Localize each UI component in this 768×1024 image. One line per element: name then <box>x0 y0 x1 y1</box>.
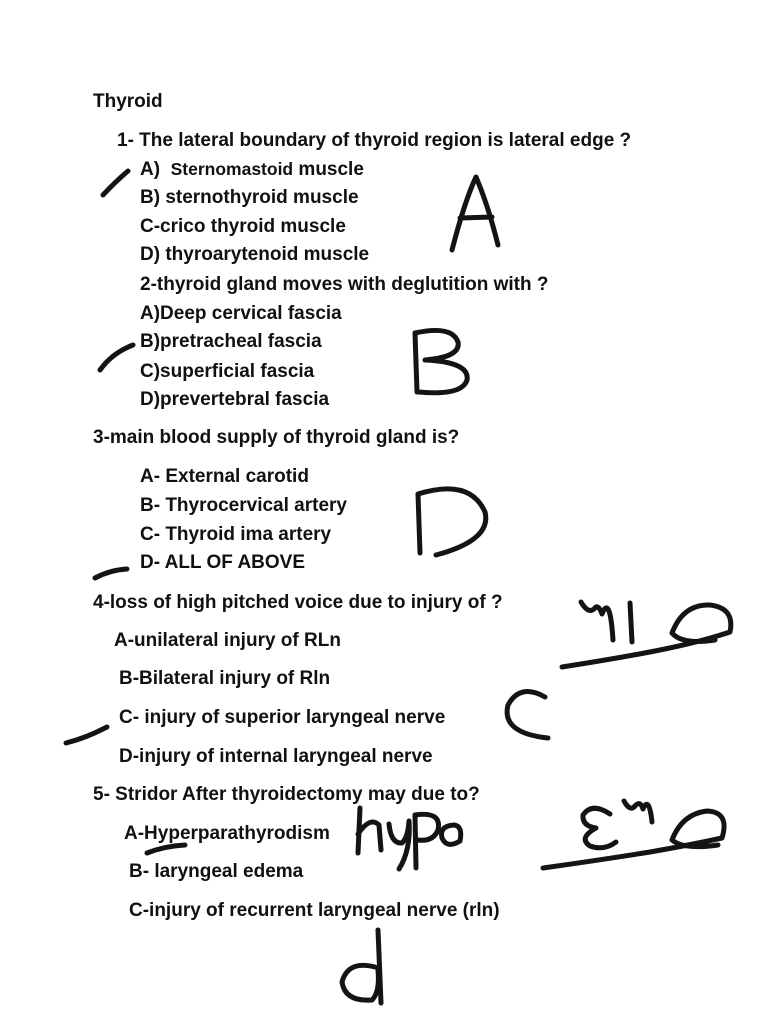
question-1-stem: 1- The lateral boundary of thyroid region is lateral edge ? <box>117 130 632 151</box>
question-4-option-c: C- injury of superior laryngeal nerve <box>119 707 446 728</box>
question-1-option-a <box>140 160 364 179</box>
question-5-stem: 5- Stridor After thyroidectomy may due to? <box>93 784 480 805</box>
page-title: Thyroid <box>93 91 163 112</box>
question-2-option-c: C)superficial fascia <box>140 361 315 382</box>
answer-tick-q3 <box>95 569 127 578</box>
question-1-option-d: D) thyroarytenoid muscle <box>140 244 370 265</box>
answer-tick-q4 <box>66 727 107 743</box>
question-1-option-c: C-crico thyroid muscle <box>140 216 346 237</box>
question-4-option-d: D-injury of internal laryngeal nerve <box>119 746 433 767</box>
question-5-option-b: B- laryngeal edema <box>129 861 304 882</box>
question-3-option-a: A- External carotid <box>140 466 309 487</box>
question-4-stem: 4-loss of high pitched voice due to injury of ? <box>93 592 503 613</box>
option-suffix: muscle <box>293 159 364 180</box>
question-5-option-c: C-injury of recurrent laryngeal nerve (rln) <box>129 900 500 921</box>
answer-tick-q1 <box>103 171 128 195</box>
question-5-option-a: A-Hyperparathyrodism <box>124 823 330 844</box>
handwritten-answer-d <box>418 489 486 555</box>
question-3-option-d: D- ALL OF ABOVE <box>140 552 306 573</box>
handwritten-page-note-q5 <box>543 801 724 868</box>
question-1-option-b: B) sternothyroid muscle <box>140 187 359 208</box>
handwritten-page-note-q4 <box>562 602 731 667</box>
handwritten-hypo-note <box>358 808 461 869</box>
question-2-option-d: D)prevertebral fascia <box>140 389 330 410</box>
question-4-option-b: B-Bilateral injury of Rln <box>119 668 331 689</box>
answer-tick-q2 <box>100 345 133 370</box>
question-3-option-b: B- Thyrocervical artery <box>140 495 347 516</box>
handwritten-answer-a <box>452 177 498 250</box>
question-3-option-c: C- Thyroid ima artery <box>140 524 332 545</box>
option-prefix: A) <box>140 159 171 180</box>
handwritten-answer-c <box>507 692 548 738</box>
question-3-stem: 3-main blood supply of thyroid gland is? <box>93 427 460 448</box>
question-2-stem: 2-thyroid gland moves with deglutition with ? <box>140 274 549 295</box>
handwritten-answer-d-lower <box>342 930 381 1003</box>
question-2-option-b: B)pretracheal fascia <box>140 331 322 352</box>
answer-tick-q5 <box>147 845 185 853</box>
option-term: Sternomastoid <box>170 159 294 179</box>
handwritten-answer-b <box>415 330 467 392</box>
question-2-option-a: A)Deep cervical fascia <box>140 303 342 324</box>
question-4-option-a: A-unilateral injury of RLn <box>114 630 341 651</box>
